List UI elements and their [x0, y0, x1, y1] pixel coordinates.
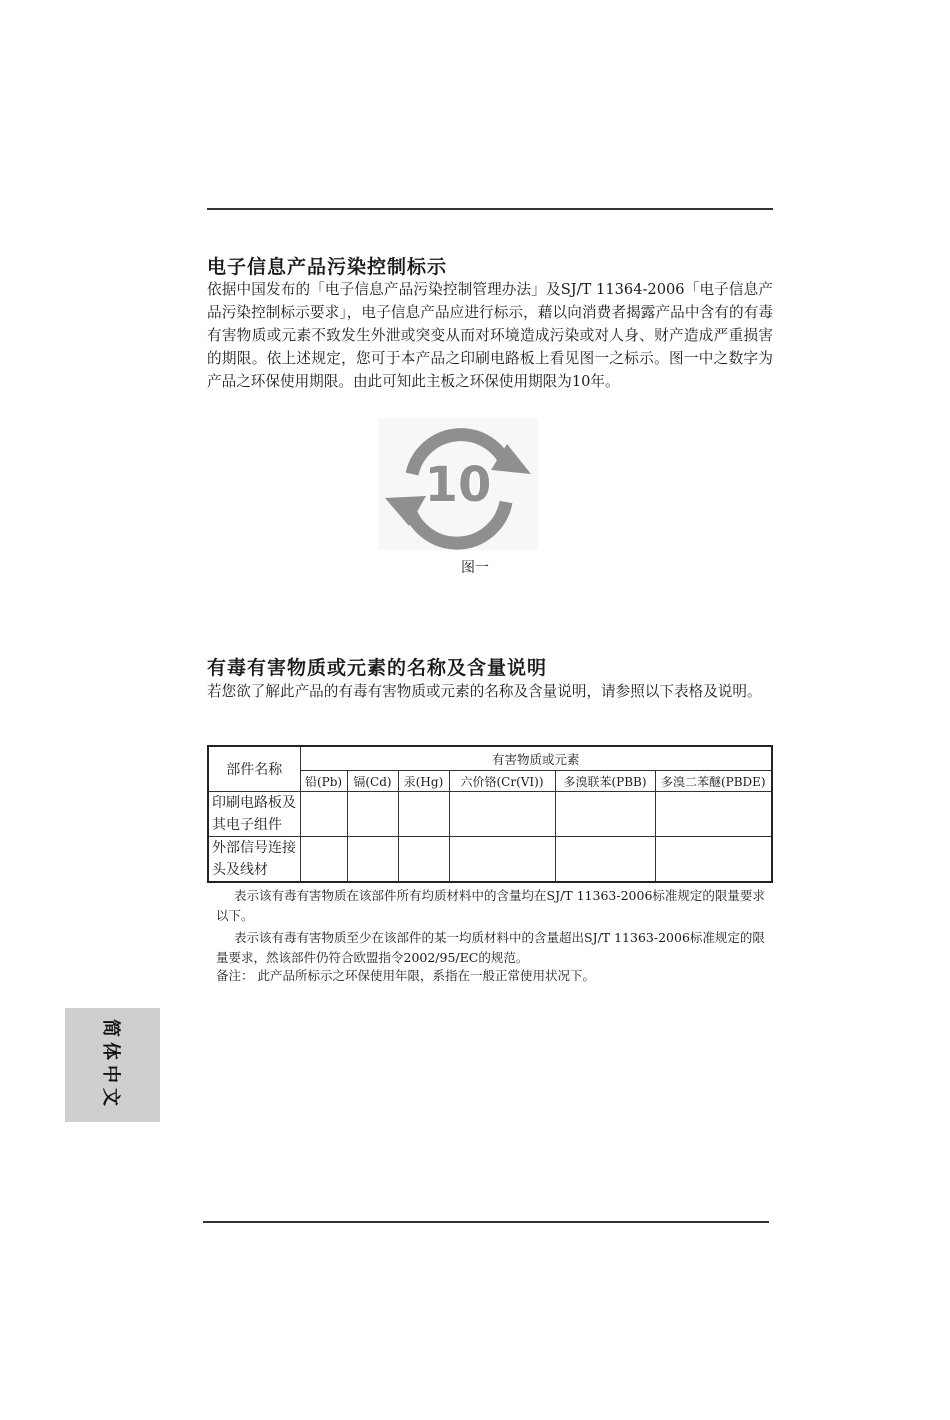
hazardous-substances-paragraph: 若您欲了解此产品的有毒有害物质或元素的名称及含量说明，请参照以下表格及说明。 [207, 683, 762, 700]
logo-number: 10 [424, 457, 492, 513]
table-cell [555, 837, 655, 883]
part-name-header: 部件名称 [208, 746, 300, 792]
column-header-cadmium: 镉(Cd) [347, 771, 398, 792]
table-cell [300, 792, 347, 837]
note-exceeds-limit [216, 928, 776, 968]
part-name-cell: 外部信号连接头及线材 [208, 837, 300, 883]
pollution-control-paragraph: 依据中国发布的「电子信息产品污染控制管理办法」及SJ/T 11364-2006「电子信息产品污染控制标示要求」，电子信息产品应进行标示，藉以向消费者揭露产品中含有的有毒有害物质或元素不致发生外泄或突变从而对环境造成污染或对人身、财产造成严重损害的期限。依上述规定，您可于本产品之印刷电路板上看见图一之标示。图一中之数字为产品之环保使用期限。由此可知此主板之环保使用期限为10年。 [207, 281, 773, 390]
remark: 备注： 此产品所标示之环保使用年限，系指在一般正常使用状况下。 [216, 968, 595, 983]
column-header-pbde: 多溴二苯醚(PBDE) [655, 771, 772, 792]
column-header-pbb: 多溴联苯(PBB) [555, 771, 655, 792]
top-divider [207, 208, 773, 210]
table-cell [398, 837, 449, 883]
note-exceeds-limit-text: 表示该有毒有害物质至少在该部件的某一均质材料中的含量超出SJ/T 11363-2006标准规定的限量要求，然该部件仍符合欧盟指令2002/95/EC的规范。 [216, 930, 765, 965]
language-side-tab-label: 简体中文 [100, 1019, 121, 1111]
hazardous-substances-header: 有害物质或元素 [300, 746, 772, 771]
table-cell [449, 837, 555, 883]
figure-caption: 图一 [461, 560, 489, 576]
column-header-lead: 铅(Pb) [300, 771, 347, 792]
note-below-limit-text: 表示该有毒有害物质在该部件所有均质材料中的含量均在SJ/T 11363-2006标准规定的限量要求以下。 [216, 888, 765, 923]
hazardous-substances-table [207, 745, 773, 883]
table-cell [347, 837, 398, 883]
section-heading-pollution-control-label: 电子信息产品污染控制标示 [207, 256, 448, 278]
table-cell [347, 792, 398, 837]
table-cell [398, 792, 449, 837]
environmental-use-period-logo [378, 418, 538, 550]
table-cell [449, 792, 555, 837]
column-header-mercury: 汞(Hg) [398, 771, 449, 792]
bottom-divider [203, 1221, 769, 1223]
table-cell [655, 837, 772, 883]
language-side-tab [65, 1008, 160, 1122]
part-name-cell: 印刷电路板及其电子组件 [208, 792, 300, 837]
table-cell [300, 837, 347, 883]
table-cell [655, 792, 772, 837]
table-row [208, 837, 772, 883]
note-below-limit [216, 886, 776, 926]
column-header-hexavalent-chromium: 六价铬(Cr(VI)) [449, 771, 555, 792]
table-cell [555, 792, 655, 837]
section-heading-hazardous-substances: 有毒有害物质或元素的名称及含量说明 [207, 657, 548, 679]
table-row [208, 792, 772, 837]
